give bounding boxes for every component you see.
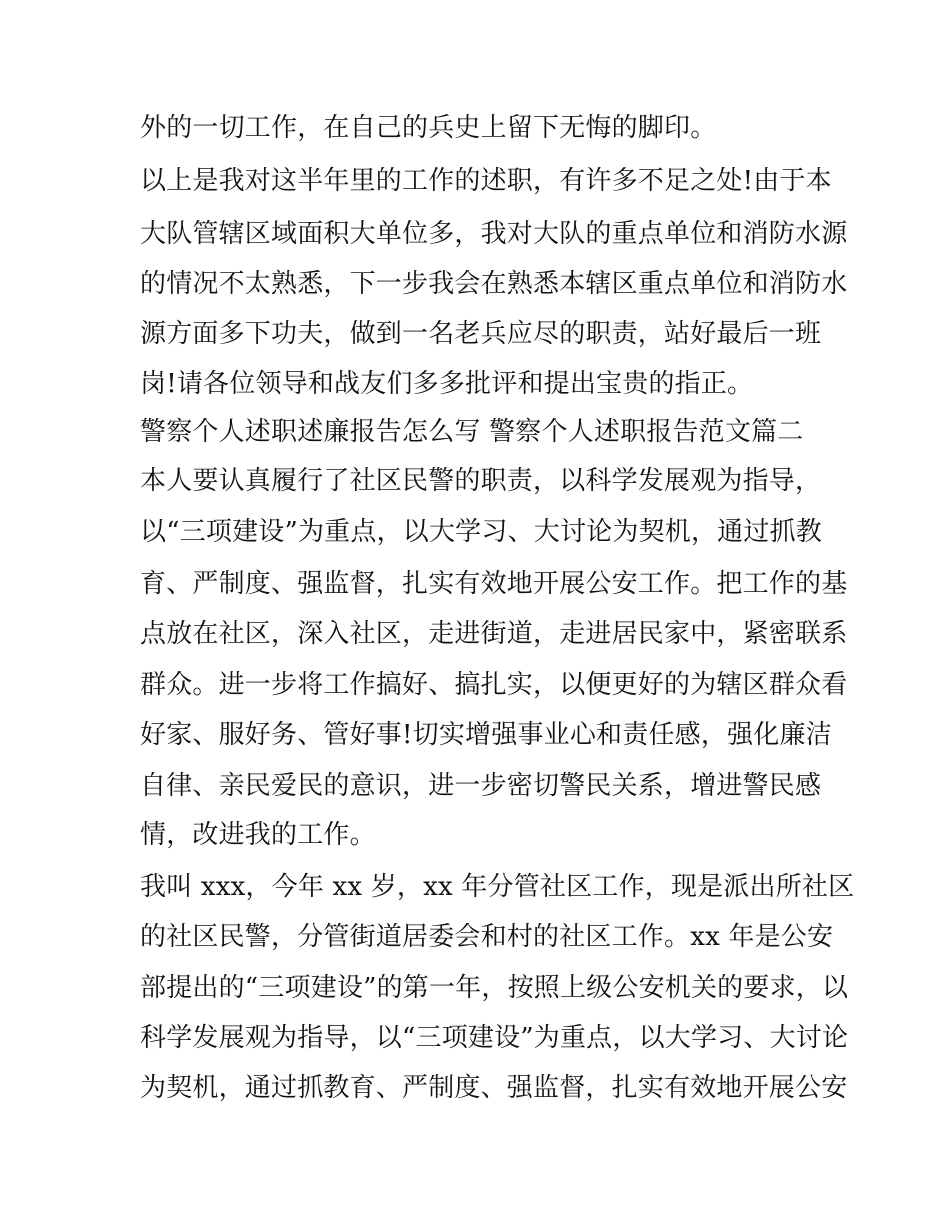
- text-line: 以“三项建设”为重点，以大学习、大讨论为契机，通过抓教: [140, 517, 822, 547]
- text-line: 的社区民警，分管街道居委会和村的社区工作。xx 年是公安: [140, 922, 834, 952]
- text-line: 外的一切工作，在自己的兵史上留下无悔的脚印。: [140, 113, 717, 143]
- text-line: 点放在社区，深入社区，走进街道，走进居民家中，紧密联系: [140, 619, 848, 649]
- section-heading: 警察个人述职述廉报告怎么写 警察个人述职报告范文篇二: [140, 417, 804, 447]
- text-line: 本人要认真履行了社区民警的职责，以科学发展观为指导，: [140, 466, 822, 496]
- text-line: 岗!请各位领导和战友们多多批评和提出宝贵的指正。: [140, 369, 754, 399]
- text-line: 自律、亲民爱民的意识，进一步密切警民关系，增进警民感: [140, 771, 822, 801]
- text-line: 为契机，通过抓教育、严制度、强监督，扎实有效地开展公安: [140, 1073, 848, 1103]
- text-line: 育、严制度、强监督，扎实有效地开展公安工作。把工作的基: [140, 569, 848, 599]
- text-line: 源方面多下功夫，做到一名老兵应尽的职责，站好最后一班: [140, 319, 822, 349]
- text-line: 大队管辖区域面积大单位多，我对大队的重点单位和消防水源: [140, 219, 848, 249]
- text-line: 群众。进一步将工作搞好、搞扎实，以便更好的为辖区群众看: [140, 670, 848, 700]
- text-line: 好家、服好务、管好事!切实增强事业心和责任感，强化廉洁: [140, 720, 832, 750]
- text-line: 我叫 xxx，今年 xx 岁，xx 年分管社区工作，现是派出所社区: [140, 872, 855, 902]
- text-line: 的情况不太熟悉，下一步我会在熟悉本辖区重点单位和消防水: [140, 269, 848, 299]
- text-line: 情，改进我的工作。: [140, 820, 376, 850]
- text-line: 部提出的“三项建设”的第一年，按照上级公安机关的要求，以: [140, 973, 849, 1003]
- text-line: 以上是我对这半年里的工作的述职，有许多不足之处!由于本: [140, 166, 832, 196]
- text-line: 科学发展观为指导，以“三项建设”为重点，以大学习、大讨论: [140, 1023, 849, 1053]
